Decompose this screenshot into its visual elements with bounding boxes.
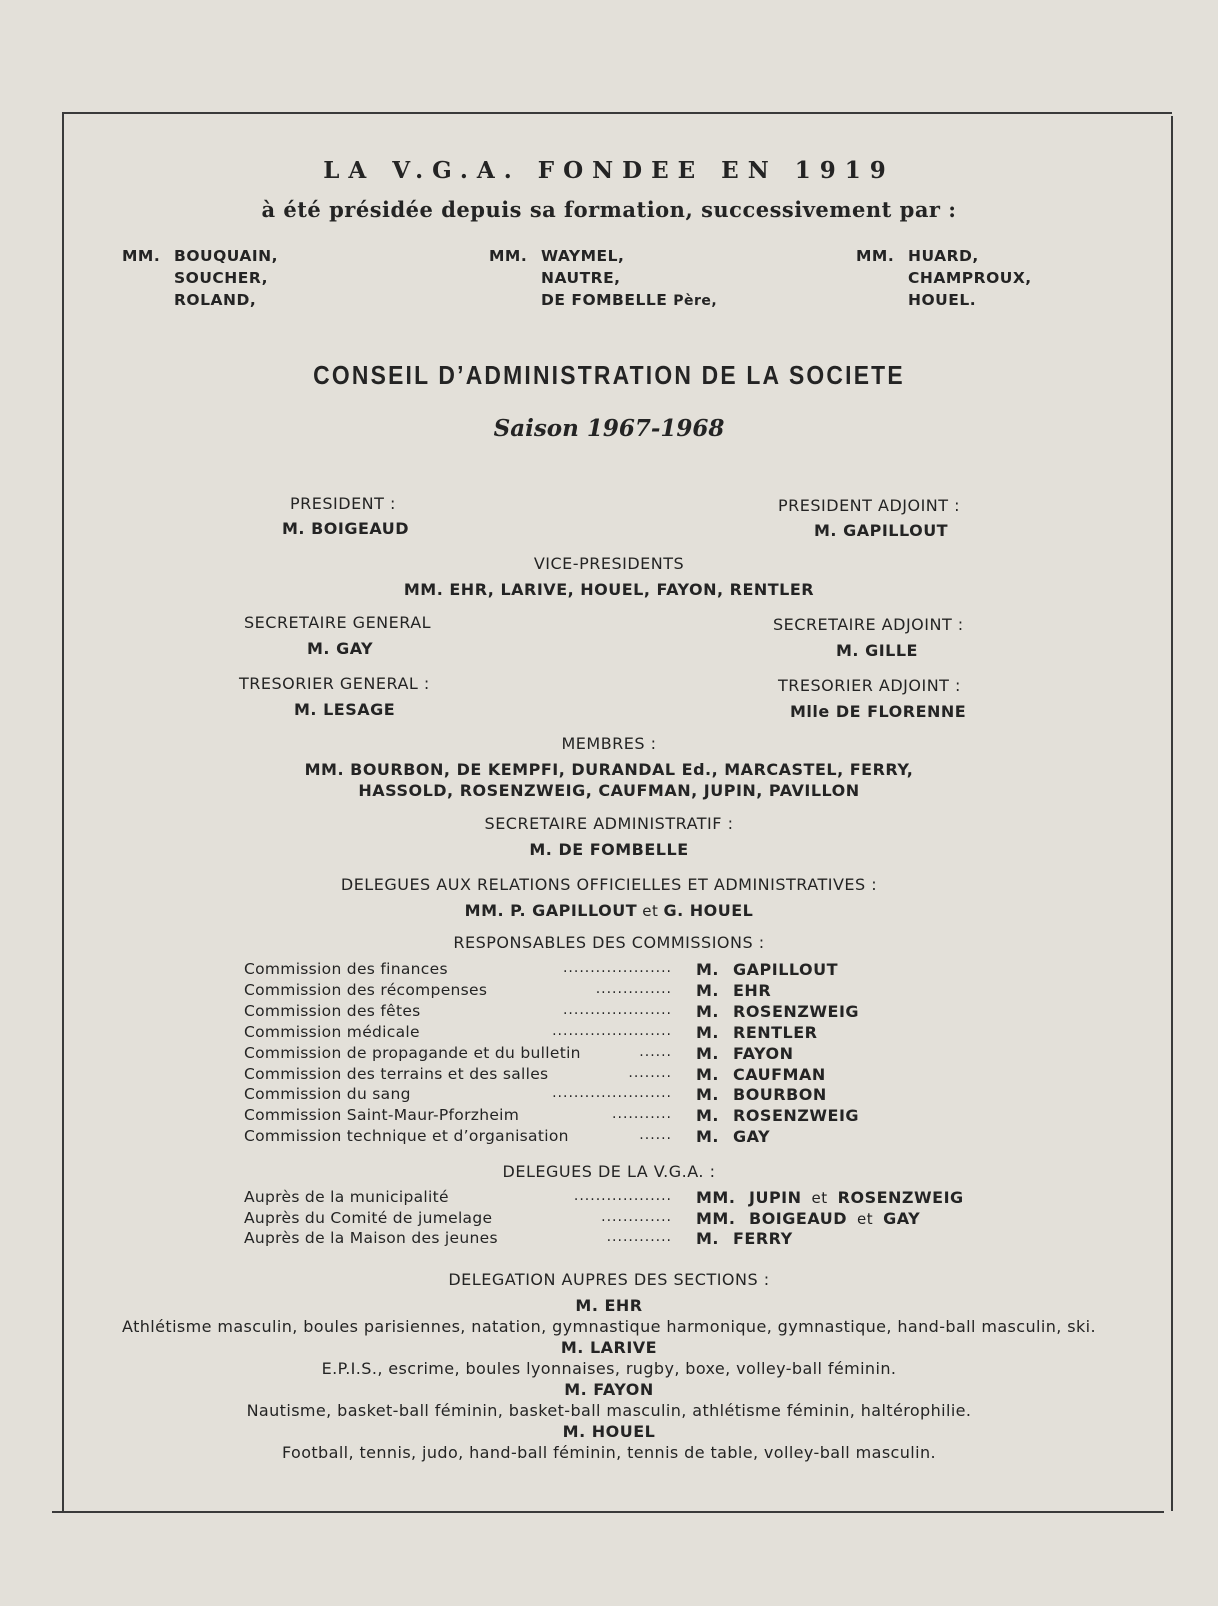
president-adjoint-role: PRESIDENT ADJOINT : <box>778 496 961 515</box>
responsable-name: CAUFMAN <box>733 1064 826 1084</box>
leader-dots: ...... <box>639 1127 672 1144</box>
leader-dots: ...... <box>639 1043 672 1060</box>
president-role: PRESIDENT : <box>290 494 396 513</box>
secretaire-adjoint-role: SECRETAIRE ADJOINT : <box>773 615 964 634</box>
delegue-relations-name-a: MM. P. GAPILLOUT <box>464 901 638 920</box>
leader-dots: ........... <box>612 1106 672 1123</box>
commission-label: Commission des finances <box>244 960 448 978</box>
responsable-prefix: M. <box>696 1064 719 1084</box>
tresorier-adjoint-name: Mlle DE FLORENNE <box>790 702 967 721</box>
presidents-prefix: MM. <box>489 247 528 265</box>
responsable-prefix: M. <box>696 1085 719 1105</box>
delegue-prefix: MM. <box>696 1208 736 1228</box>
leader-dots: ........ <box>628 1064 672 1081</box>
commission-responsable <box>696 1085 827 1105</box>
section-delegate: M. HOUEL <box>562 1422 656 1441</box>
leader-dots: .................. <box>573 1188 672 1204</box>
vice-presidents-names: MM. EHR, LARIVE, HOUEL, FAYON, RENTLER <box>403 580 815 599</box>
leader-dots: ...................... <box>552 1085 672 1102</box>
president-name: SOUCHER, <box>174 269 268 287</box>
membres-line-2: HASSOLD, ROSENZWEIG, CAUFMAN, JUPIN, PAVILLON <box>358 781 860 800</box>
page-title: LA V.G.A. FONDEE EN 1919 <box>323 157 895 184</box>
section-delegate: M. FAYON <box>564 1380 654 1399</box>
leader-dots: ............ <box>606 1229 672 1246</box>
section-list: Nautisme, basket-ball féminin, basket-ball masculin, athlétisme féminin, haltérophilie. <box>246 1401 972 1420</box>
delegue-name: GAY <box>883 1208 921 1228</box>
responsable-prefix: M. <box>696 980 719 1000</box>
responsable-prefix: M. <box>696 1001 719 1021</box>
frame-bottom-rule <box>52 1511 1164 1513</box>
delegue-conj: et <box>856 1209 874 1228</box>
president-name: BOUQUAIN, <box>174 247 278 265</box>
president-name: DE FOMBELLE <box>541 291 668 309</box>
president-name: WAYMEL, <box>541 247 625 265</box>
commission-responsable <box>696 960 839 979</box>
membres-role: MEMBRES : <box>561 734 657 753</box>
responsable-name: BOURBON <box>733 1085 827 1105</box>
delegue-persons <box>696 1208 921 1228</box>
page-subtitle: à été présidée depuis sa formation, successivement par : <box>261 197 957 222</box>
responsable-prefix: M. <box>696 1106 719 1126</box>
leader-dots: ............. <box>601 1208 672 1225</box>
president-name: HOUEL. <box>908 291 977 309</box>
delegues-relations-names <box>0 901 1218 920</box>
responsable-name: GAY <box>733 1127 771 1147</box>
section-list: E.P.I.S., escrime, boules lyonnaises, rugby, boxe, volley-ball féminin. <box>321 1359 897 1378</box>
delegue-conj: et <box>811 1189 828 1207</box>
section-delegate: M. EHR <box>575 1296 643 1315</box>
delegue-name: JUPIN <box>749 1188 802 1207</box>
delegue-persons <box>696 1229 793 1249</box>
responsable-name: RENTLER <box>733 1022 818 1042</box>
commission-responsable <box>696 1064 826 1084</box>
delegue-prefix: MM. <box>696 1188 736 1207</box>
delegues-relations-role: DELEGUES AUX RELATIONS OFFICIELLES ET ADMINISTRATIVES : <box>340 875 878 894</box>
commission-label: Commission des fêtes <box>244 1001 421 1020</box>
delegue-name: BOIGEAUD <box>749 1208 847 1228</box>
responsable-name: GAPILLOUT <box>733 960 839 979</box>
delegue-relations-name-b: G. HOUEL <box>663 901 754 920</box>
commission-responsable <box>696 1022 818 1042</box>
tresorier-adjoint-role: TRESORIER ADJOINT : <box>778 676 961 695</box>
delegue-name: FERRY <box>733 1229 793 1249</box>
delegation-sections-heading: DELEGATION AUPRES DES SECTIONS : <box>448 1270 770 1289</box>
delegue-label: Auprès de la municipalité <box>244 1188 449 1206</box>
responsable-prefix: M. <box>696 1022 719 1042</box>
section-list: Athlétisme masculin, boules parisiennes, natation, gymnastique harmonique, gymnastique, hand-ball masculin, ski. <box>122 1317 1096 1336</box>
president-name: ROLAND, <box>174 291 257 309</box>
delegues-vga-heading: DELEGUES DE LA V.G.A. : <box>502 1162 716 1181</box>
commission-responsable <box>696 1127 771 1147</box>
delegue-name: ROSENZWEIG <box>837 1188 964 1207</box>
secretaire-general-role: SECRETAIRE GENERAL <box>244 613 432 632</box>
leader-dots: .................... <box>562 960 672 976</box>
president-name: NAUTRE, <box>541 269 621 287</box>
delegue-relations-conj: et <box>642 902 659 920</box>
leader-dots: .............. <box>595 980 672 997</box>
responsable-prefix: M. <box>696 1127 719 1147</box>
presidents-prefix: MM. <box>856 247 895 265</box>
membres-line-1: MM. BOURBON, DE KEMPFI, DURANDAL Ed., MARCASTEL, FERRY, <box>304 760 914 779</box>
responsable-name: FAYON <box>733 1043 794 1063</box>
responsable-name: ROSENZWEIG <box>733 1001 860 1021</box>
season-heading: Saison 1967-1968 <box>493 415 725 442</box>
commission-responsable <box>696 980 772 1000</box>
commission-label: Commission médicale <box>244 1022 420 1041</box>
section-delegate: M. LARIVE <box>560 1338 658 1357</box>
tresorier-general-name: M. LESAGE <box>294 700 396 719</box>
secretaire-adjoint-name: M. GILLE <box>836 641 918 660</box>
commission-label: Commission du sang <box>244 1085 411 1104</box>
president-adjoint-name: M. GAPILLOUT <box>814 521 949 540</box>
delegue-persons <box>696 1188 964 1207</box>
president-name-value: M. BOIGEAUD <box>282 519 410 538</box>
delegue-label: Auprès du Comité de jumelage <box>244 1208 493 1227</box>
presidents-prefix: MM. <box>122 247 161 265</box>
frame-top-rule <box>62 112 1172 114</box>
responsable-name: EHR <box>733 980 772 1000</box>
responsable-prefix: M. <box>696 960 719 979</box>
section-list: Football, tennis, judo, hand-ball féminin, tennis de table, volley-ball masculin. <box>281 1443 937 1462</box>
tresorier-general-role: TRESORIER GENERAL : <box>239 674 430 693</box>
leader-dots: .................... <box>562 1001 672 1018</box>
secretaire-general-name: M. GAY <box>307 639 374 658</box>
delegue-label: Auprès de la Maison des jeunes <box>244 1229 498 1248</box>
commission-label: Commission Saint-Maur-Pforzheim <box>244 1106 520 1125</box>
vice-presidents-role: VICE-PRESIDENTS <box>533 554 685 573</box>
responsable-prefix: M. <box>696 1043 719 1063</box>
commission-responsable <box>696 1106 860 1126</box>
president-name: HUARD, <box>908 247 979 265</box>
commission-label: Commission technique et d’organisation <box>244 1127 569 1146</box>
commission-responsable <box>696 1001 860 1021</box>
commission-responsable <box>696 1043 794 1063</box>
leader-dots: ...................... <box>552 1022 672 1039</box>
secretaire-administratif-name: M. DE FOMBELLE <box>529 840 689 859</box>
commissions-heading: RESPONSABLES DES COMMISSIONS : <box>453 933 765 952</box>
commission-label: Commission des récompenses <box>244 980 488 999</box>
commission-label: Commission de propagande et du bulletin <box>244 1043 581 1062</box>
conseil-heading: CONSEIL D’ADMINISTRATION DE LA SOCIETE <box>313 360 905 390</box>
commission-label: Commission des terrains et des salles <box>244 1064 549 1083</box>
president-name: CHAMPROUX, <box>908 269 1032 287</box>
responsable-name: ROSENZWEIG <box>733 1106 860 1126</box>
secretaire-administratif-role: SECRETAIRE ADMINISTRATIF : <box>484 814 734 833</box>
president-suffix: Père, <box>673 293 718 309</box>
delegue-prefix: M. <box>696 1229 719 1249</box>
